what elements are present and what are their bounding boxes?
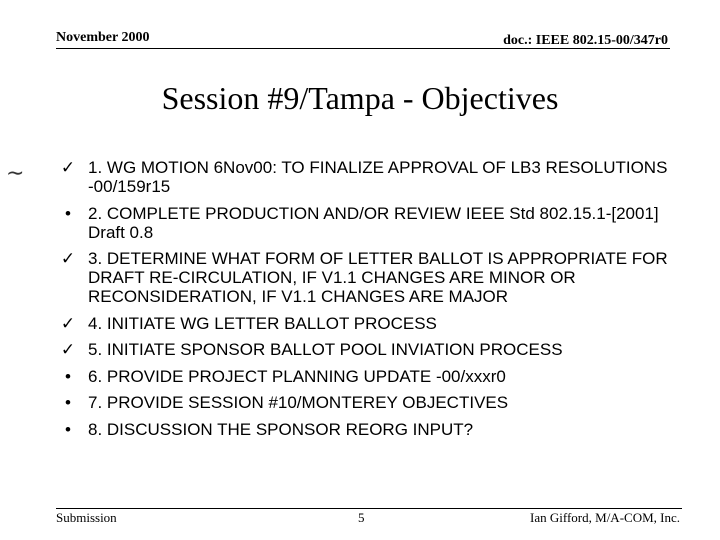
list-item-text: 1. WG MOTION 6Nov00: TO FINALIZE APPROVAL OF LB3 RESOLUTIONS -00/159r15 xyxy=(88,158,668,196)
slide-title: Session #9/Tampa - Objectives xyxy=(161,80,559,116)
list-item-text: 4. INITIATE WG LETTER BALLOT PROCESS xyxy=(88,313,437,333)
list-item xyxy=(56,367,676,386)
list-item xyxy=(56,340,676,359)
page-number: 5 xyxy=(358,510,365,525)
header-divider xyxy=(56,48,670,49)
list-item-text: 2. COMPLETE PRODUCTION AND/OR REVIEW IEEE Std 802.15.1-[2001] Draft 0.8 xyxy=(88,203,659,242)
list-item xyxy=(56,314,676,333)
list-item xyxy=(56,420,676,439)
list-item xyxy=(56,249,676,306)
bullet-dot-icon: • xyxy=(65,366,71,386)
bullet-dot-icon: • xyxy=(65,393,71,412)
list-item xyxy=(56,158,676,196)
tilde-mark-icon: ∼ xyxy=(6,160,25,185)
bullet-dot-icon: • xyxy=(65,203,71,223)
footer-author: Ian Gifford, M/A-COM, Inc. xyxy=(530,510,680,525)
list-item-text: 7. PROVIDE SESSION #10/MONTEREY OBJECTIVES xyxy=(88,393,509,412)
list-item-text: 5. INITIATE SPONSOR BALLOT POOL INVIATION PROCESS xyxy=(88,340,563,359)
header-date: November 2000 xyxy=(56,30,150,45)
footer-divider xyxy=(56,508,682,509)
footer-submission: Submission xyxy=(56,510,117,525)
list-item xyxy=(56,204,676,242)
checkmark-icon: ✓ xyxy=(60,313,76,333)
checkmark-icon: ✓ xyxy=(60,249,76,268)
checkmark-icon: ✓ xyxy=(60,340,76,359)
checkmark-icon: ✓ xyxy=(60,158,76,177)
objectives-list xyxy=(56,158,676,446)
list-item-text: 3. DETERMINE WHAT FORM OF LETTER BALLOT IS APPROPRIATE FOR DRAFT RE-CIRCULATION, IF V1.1 CHANGES ARE MINOR OR RECONSIDERATION, IF V1.1 CHANGES ARE MAJOR xyxy=(88,249,668,306)
list-item-text: 6. PROVIDE PROJECT PLANNING UPDATE -00/xxxr0 xyxy=(88,366,506,386)
list-item-text: 8. DISCUSSION THE SPONSOR REORG INPUT? xyxy=(88,419,474,439)
bullet-dot-icon: • xyxy=(65,419,71,439)
list-item xyxy=(56,393,676,412)
header-doc-id: doc.: IEEE 802.15-00/347r0 xyxy=(503,33,668,48)
